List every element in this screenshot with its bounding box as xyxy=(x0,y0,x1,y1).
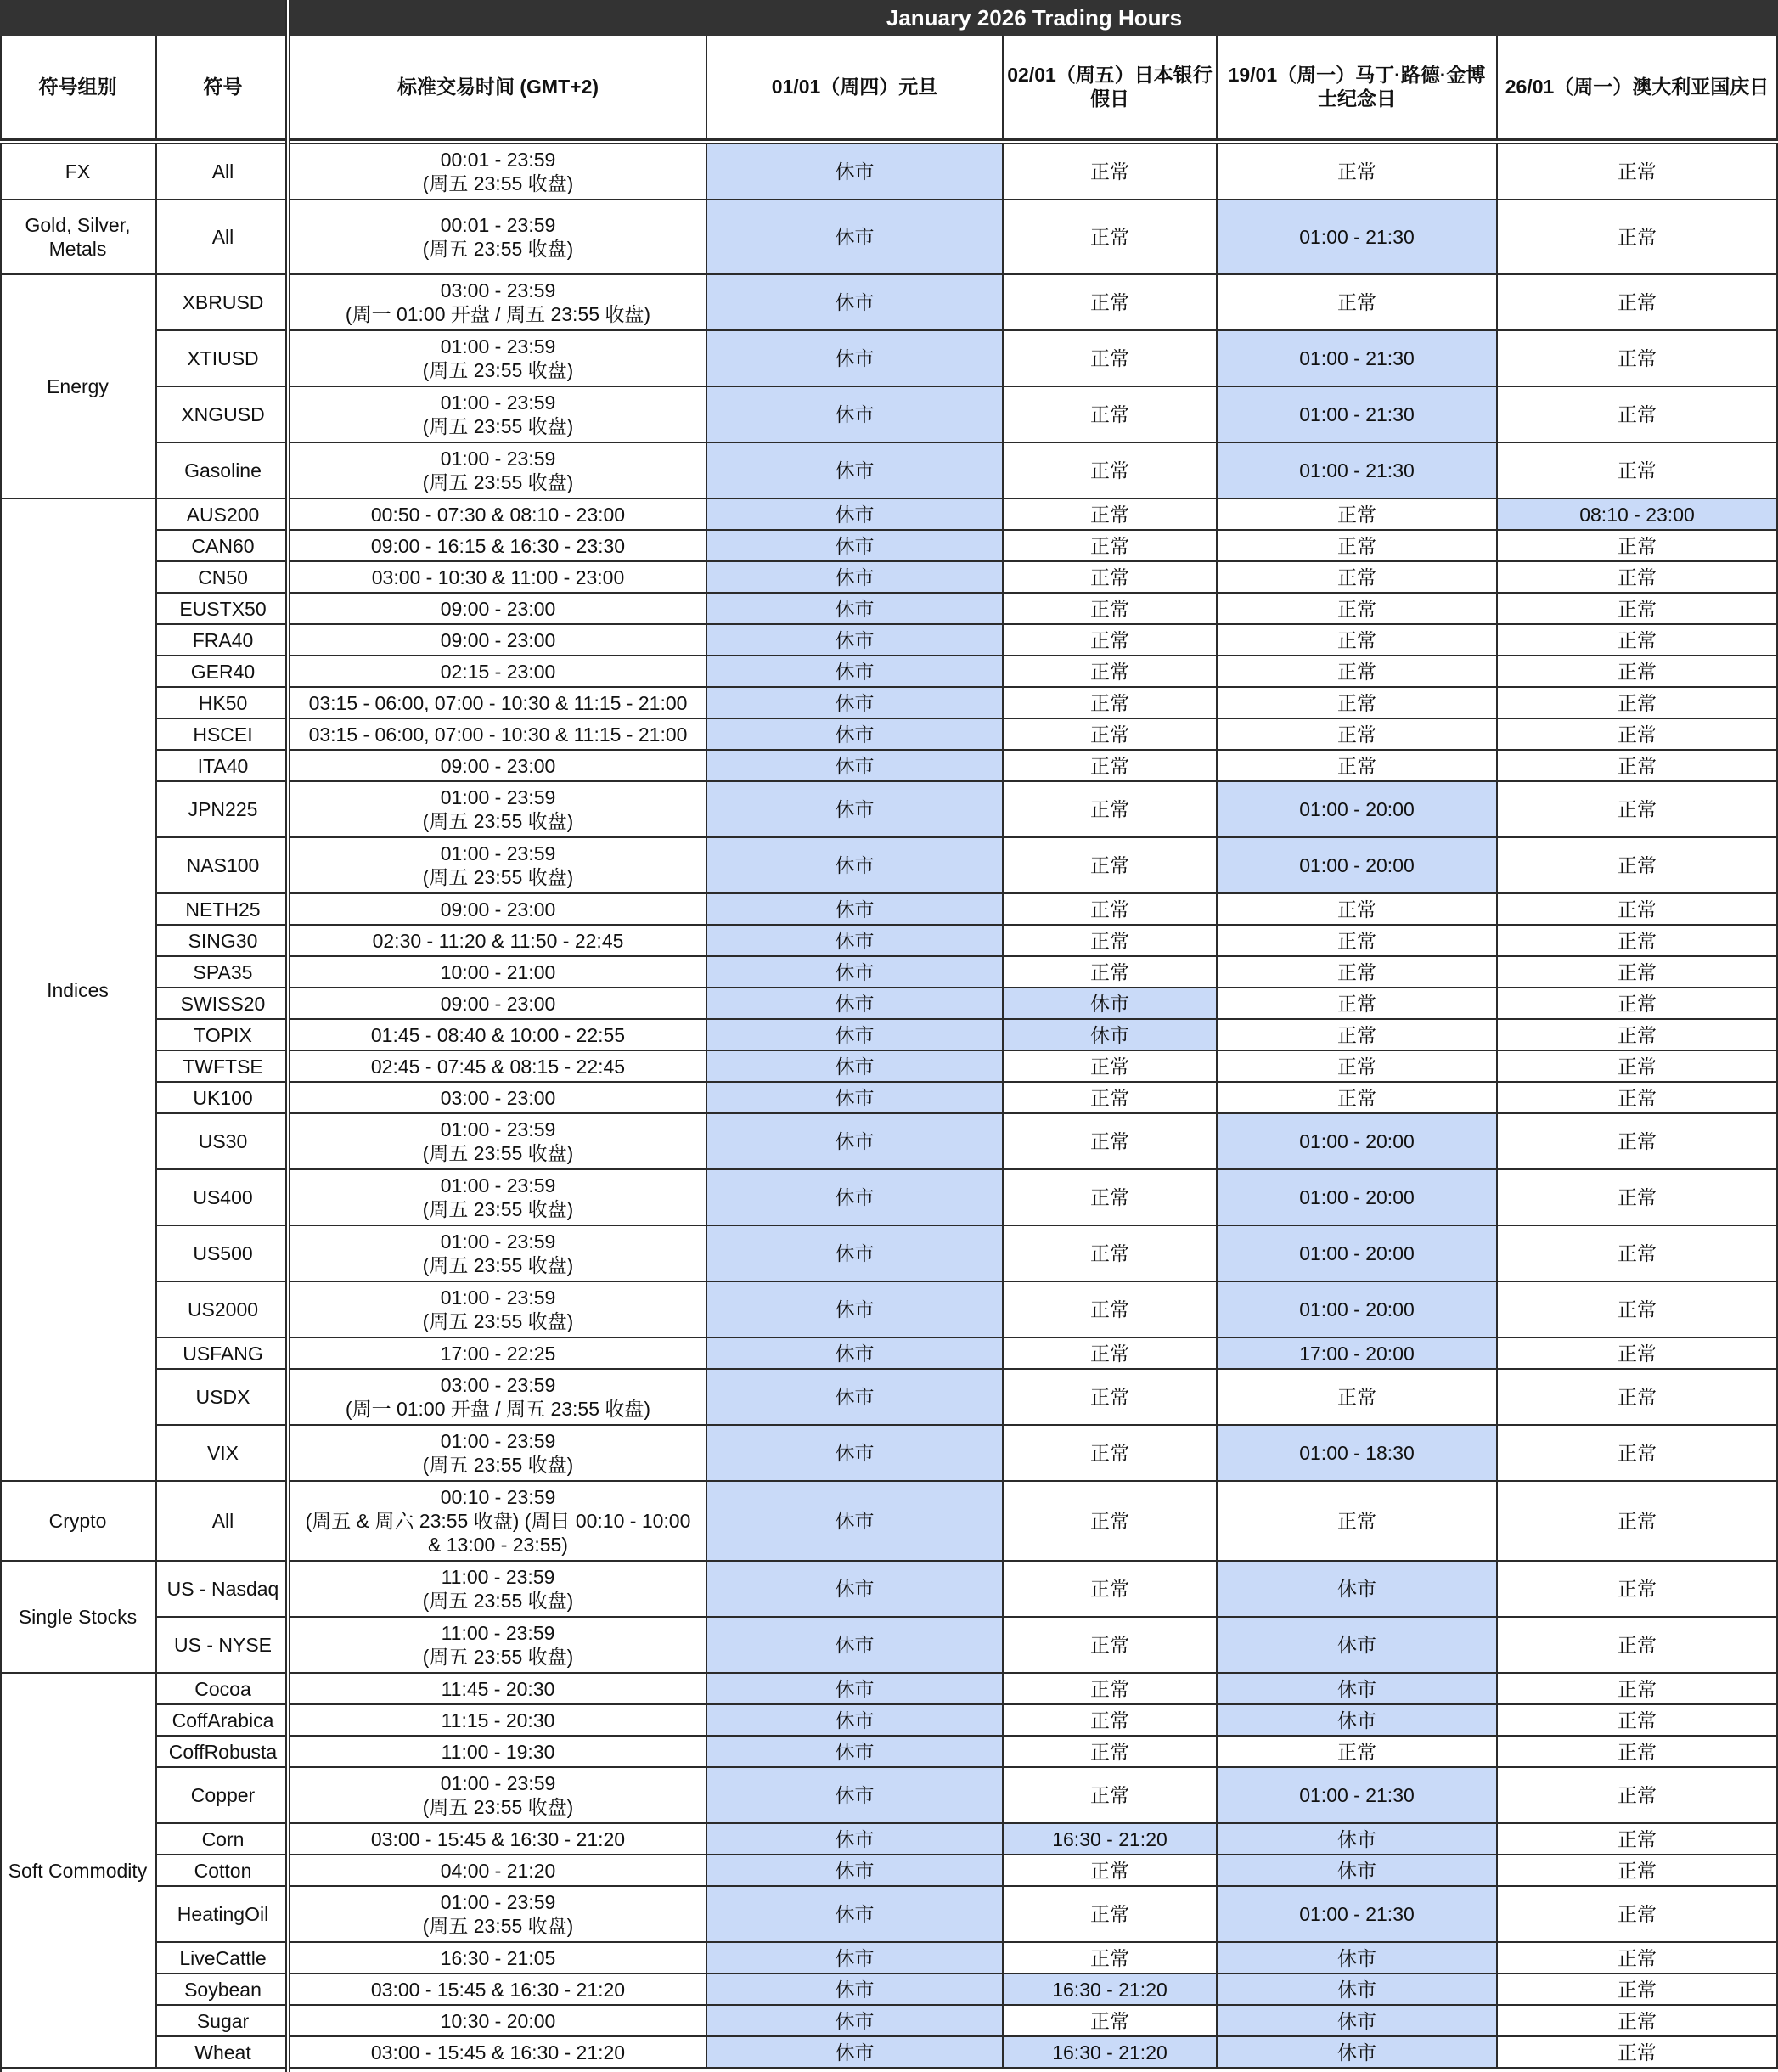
standard-hours-cell: 02:15 - 23:00 xyxy=(290,656,707,688)
standard-hours-cell: 01:00 - 23:59 (周五 23:55 收盘) xyxy=(290,782,707,838)
standard-hours-cell: 03:15 - 06:00, 07:00 - 10:30 & 11:15 - 21:00 xyxy=(290,688,707,719)
holiday-hours-cell: 正常 xyxy=(1498,594,1778,625)
symbol-group-cell: FX xyxy=(0,144,157,200)
holiday-hours-cell: 休市 xyxy=(707,1855,1004,1887)
holiday-hours-cell: 正常 xyxy=(1218,988,1498,1020)
holiday-hours-cell: 休市 xyxy=(1218,2037,1498,2069)
holiday-hours-cell: 休市 xyxy=(707,1282,1004,1338)
holiday-hours-cell: 休市 xyxy=(707,1768,1004,1824)
holiday-hours-cell: 正常 xyxy=(1218,1083,1498,1114)
holiday-hours-cell: 01:00 - 20:00 xyxy=(1218,1226,1498,1282)
holiday-hours-cell: 正常 xyxy=(1004,1943,1218,1974)
holiday-hours-cell: 休市 xyxy=(707,1370,1004,1426)
holiday-hours-cell: 正常 xyxy=(1004,1887,1218,1943)
holiday-hours-cell: 01:00 - 18:30 xyxy=(1218,1426,1498,1482)
standard-hours-cell: 11:15 - 20:30 xyxy=(290,1705,707,1737)
holiday-hours-cell: 01:00 - 20:00 xyxy=(1218,838,1498,894)
symbol-cell: US400 xyxy=(157,1170,290,1226)
holiday-hours-cell: 休市 xyxy=(707,1824,1004,1855)
symbol-cell: ITA40 xyxy=(157,751,290,782)
holiday-hours-cell: 01:00 - 20:00 xyxy=(1218,1282,1498,1338)
holiday-hours-cell: 16:30 - 21:20 xyxy=(1004,1974,1218,2006)
holiday-hours-cell: 休市 xyxy=(707,531,1004,562)
symbol-group-cell: Single Stocks xyxy=(0,1562,157,1674)
holiday-hours-cell: 休市 xyxy=(707,1562,1004,1618)
holiday-hours-cell: 正常 xyxy=(1218,656,1498,688)
holiday-hours-cell: 休市 xyxy=(707,1737,1004,1768)
holiday-hours-cell: 正常 xyxy=(1498,1943,1778,1974)
standard-hours-cell: 11:45 - 20:30 xyxy=(290,1674,707,1705)
holiday-hours-cell: 正常 xyxy=(1004,1562,1218,1618)
holiday-hours-cell: 正常 xyxy=(1498,1674,1778,1705)
holiday-hours-cell: 休市 xyxy=(707,782,1004,838)
standard-hours-cell: 09:00 - 23:00 xyxy=(290,594,707,625)
holiday-hours-cell: 01:00 - 21:30 xyxy=(1218,331,1498,387)
standard-hours-cell: 17:00 - 22:25 xyxy=(290,1338,707,1370)
holiday-hours-cell: 正常 xyxy=(1498,1855,1778,1887)
holiday-hours-cell: 正常 xyxy=(1004,562,1218,594)
holiday-hours-cell: 休市 xyxy=(707,957,1004,988)
holiday-hours-cell: 17:00 - 20:00 xyxy=(1218,1338,1498,1370)
holiday-hours-cell: 休市 xyxy=(707,1705,1004,1737)
holiday-hours-cell: 正常 xyxy=(1004,838,1218,894)
symbol-cell: Cocoa xyxy=(157,1674,290,1705)
holiday-hours-cell: 休市 xyxy=(707,387,1004,443)
symbol-cell: VIX xyxy=(157,1426,290,1482)
symbol-cell: AUS200 xyxy=(157,499,290,531)
standard-hours-cell: 03:15 - 06:00, 07:00 - 10:30 & 11:15 - 21:00 xyxy=(290,719,707,751)
standard-hours-cell: 10:00 - 21:00 xyxy=(290,957,707,988)
symbol-cell: JPN225 xyxy=(157,782,290,838)
symbol-cell: TOPIX xyxy=(157,1020,290,1051)
holiday-hours-cell: 休市 xyxy=(707,562,1004,594)
holiday-hours-cell: 正常 xyxy=(1498,1768,1778,1824)
symbol-cell: HSCEI xyxy=(157,719,290,751)
holiday-hours-cell: 休市 xyxy=(1218,1943,1498,1974)
symbol-group-cell: Crypto xyxy=(0,1482,157,1562)
symbol-cell: All xyxy=(157,144,290,200)
holiday-hours-cell: 正常 xyxy=(1498,1051,1778,1083)
holiday-hours-cell: 休市 xyxy=(707,1943,1004,1974)
symbol-cell: USFANG xyxy=(157,1338,290,1370)
holiday-hours-cell: 正常 xyxy=(1004,1737,1218,1768)
holiday-hours-cell: 休市 xyxy=(707,443,1004,499)
standard-hours-cell: 11:00 - 23:59 (周五 23:55 收盘) xyxy=(290,1618,707,1674)
holiday-hours-cell: 正常 xyxy=(1218,144,1498,200)
holiday-hours-cell: 正常 xyxy=(1498,1020,1778,1051)
holiday-hours-cell: 正常 xyxy=(1218,594,1498,625)
symbol-group-cell: Gold, Silver, Metals xyxy=(0,200,157,275)
symbol-group-cell: Soft Commodity xyxy=(0,1674,157,2069)
holiday-hours-cell: 正常 xyxy=(1218,1020,1498,1051)
holiday-hours-cell: 正常 xyxy=(1498,1482,1778,1562)
holiday-hours-cell: 休市 xyxy=(707,988,1004,1020)
holiday-hours-cell: 休市 xyxy=(1218,1855,1498,1887)
holiday-hours-cell: 01:00 - 21:30 xyxy=(1218,200,1498,275)
holiday-hours-cell: 正常 xyxy=(1218,926,1498,957)
holiday-hours-cell: 正常 xyxy=(1004,2006,1218,2037)
symbol-cell: CoffArabica xyxy=(157,1705,290,1737)
holiday-hours-cell: 01:00 - 21:30 xyxy=(1218,387,1498,443)
symbol-cell: EUSTX50 xyxy=(157,594,290,625)
standard-hours-cell: 03:00 - 10:30 & 11:00 - 23:00 xyxy=(290,562,707,594)
holiday-hours-cell: 正常 xyxy=(1498,1737,1778,1768)
holiday-hours-cell: 正常 xyxy=(1218,625,1498,656)
symbol-group-cell: Indices xyxy=(0,499,157,1482)
symbol-cell: UK100 xyxy=(157,1083,290,1114)
holiday-hours-cell: 正常 xyxy=(1218,894,1498,926)
holiday-hours-cell: 正常 xyxy=(1498,1226,1778,1282)
standard-hours-cell: 01:00 - 23:59 (周五 23:55 收盘) xyxy=(290,838,707,894)
holiday-hours-cell: 正常 xyxy=(1218,957,1498,988)
holiday-hours-cell: 休市 xyxy=(707,1170,1004,1226)
holiday-hours-cell: 正常 xyxy=(1498,656,1778,688)
holiday-hours-cell: 休市 xyxy=(707,894,1004,926)
holiday-hours-cell: 正常 xyxy=(1004,144,1218,200)
holiday-hours-cell: 正常 xyxy=(1218,1051,1498,1083)
holiday-hours-cell: 休市 xyxy=(707,144,1004,200)
holiday-hours-cell: 休市 xyxy=(707,688,1004,719)
symbol-cell: XTIUSD xyxy=(157,331,290,387)
holiday-hours-cell: 正常 xyxy=(1004,443,1218,499)
symbol-cell: US30 xyxy=(157,1114,290,1170)
holiday-hours-cell: 正常 xyxy=(1004,1114,1218,1170)
holiday-hours-cell: 休市 xyxy=(707,2037,1004,2069)
symbol-cell: CN50 xyxy=(157,562,290,594)
holiday-hours-cell: 正常 xyxy=(1004,926,1218,957)
header-jan01: 01/01（周四）元旦 xyxy=(707,36,1004,139)
symbol-cell: Corn xyxy=(157,1824,290,1855)
holiday-hours-cell: 休市 xyxy=(1218,1618,1498,1674)
standard-hours-cell: 00:10 - 23:59 (周五 & 周六 23:55 收盘) (周日 00:10 - 10:00 & 13:00 - 23:55) xyxy=(290,1482,707,1562)
standard-hours-cell: 09:00 - 16:15 & 16:30 - 23:30 xyxy=(290,531,707,562)
holiday-hours-cell: 16:30 - 21:20 xyxy=(1004,1824,1218,1855)
holiday-hours-cell: 正常 xyxy=(1498,1426,1778,1482)
symbol-cell: SPA35 xyxy=(157,957,290,988)
column-divider xyxy=(285,0,290,2072)
holiday-hours-cell: 休市 xyxy=(707,499,1004,531)
symbol-cell: US2000 xyxy=(157,1282,290,1338)
holiday-hours-cell: 正常 xyxy=(1498,1562,1778,1618)
standard-hours-cell: 01:00 - 23:59 (周五 23:55 收盘) xyxy=(290,1282,707,1338)
standard-hours-cell: 00:01 - 23:59 (周五 23:55 收盘) xyxy=(290,200,707,275)
holiday-hours-cell: 正常 xyxy=(1004,957,1218,988)
standard-hours-cell: 11:00 - 23:59 (周五 23:55 收盘) xyxy=(290,1562,707,1618)
standard-hours-cell: 01:00 - 23:59 (周五 23:55 收盘) xyxy=(290,387,707,443)
standard-hours-cell: 09:00 - 23:00 xyxy=(290,625,707,656)
holiday-hours-cell: 正常 xyxy=(1498,926,1778,957)
holiday-hours-cell: 正常 xyxy=(1498,275,1778,331)
standard-hours-cell: 01:00 - 23:59 (周五 23:55 收盘) xyxy=(290,443,707,499)
holiday-hours-cell: 正常 xyxy=(1218,499,1498,531)
standard-hours-cell: 03:00 - 15:45 & 16:30 - 21:20 xyxy=(290,1974,707,2006)
header-jan26: 26/01（周一）澳大利亚国庆日 xyxy=(1498,36,1778,139)
symbol-cell: CoffRobusta xyxy=(157,1737,290,1768)
standard-hours-cell: 03:00 - 15:45 & 16:30 - 21:20 xyxy=(290,1824,707,1855)
symbol-cell: Cotton xyxy=(157,1855,290,1887)
holiday-hours-cell: 休市 xyxy=(707,1226,1004,1282)
holiday-hours-cell: 正常 xyxy=(1004,719,1218,751)
header-jan19: 19/01（周一）马丁·路德·金博士纪念日 xyxy=(1218,36,1498,139)
holiday-hours-cell: 正常 xyxy=(1498,1618,1778,1674)
holiday-hours-cell: 休市 xyxy=(707,719,1004,751)
holiday-hours-cell: 正常 xyxy=(1218,562,1498,594)
holiday-hours-cell: 正常 xyxy=(1498,719,1778,751)
symbol-cell: HeatingOil xyxy=(157,1887,290,1943)
standard-hours-cell: 03:00 - 15:45 & 16:30 - 21:20 xyxy=(290,2037,707,2069)
holiday-hours-cell: 正常 xyxy=(1498,200,1778,275)
symbol-cell: TWFTSE xyxy=(157,1051,290,1083)
holiday-hours-cell: 正常 xyxy=(1004,1170,1218,1226)
standard-hours-cell: 04:00 - 21:20 xyxy=(290,1855,707,1887)
holiday-hours-cell: 正常 xyxy=(1498,531,1778,562)
holiday-hours-cell: 正常 xyxy=(1004,1855,1218,1887)
holiday-hours-cell: 休市 xyxy=(707,1338,1004,1370)
standard-hours-cell: 02:45 - 07:45 & 08:15 - 22:45 xyxy=(290,1051,707,1083)
header-jan02: 02/01（周五）日本银行假日 xyxy=(1004,36,1218,139)
holiday-hours-cell: 休市 xyxy=(707,200,1004,275)
holiday-hours-cell: 正常 xyxy=(1004,331,1218,387)
table-title: January 2026 Trading Hours xyxy=(290,0,1778,36)
holiday-hours-cell: 正常 xyxy=(1004,1338,1218,1370)
symbol-cell: US - Nasdaq xyxy=(157,1562,290,1618)
holiday-hours-cell: 休市 xyxy=(1004,988,1218,1020)
standard-hours-cell: 00:01 - 23:59 (周五 23:55 收盘) xyxy=(290,144,707,200)
holiday-hours-cell: 正常 xyxy=(1498,957,1778,988)
holiday-hours-cell: 正常 xyxy=(1498,625,1778,656)
holiday-hours-cell: 休市 xyxy=(707,625,1004,656)
holiday-hours-cell: 正常 xyxy=(1004,894,1218,926)
holiday-hours-cell: 正常 xyxy=(1004,625,1218,656)
holiday-hours-cell: 休市 xyxy=(707,838,1004,894)
holiday-hours-cell: 01:00 - 20:00 xyxy=(1218,1114,1498,1170)
holiday-hours-cell: 正常 xyxy=(1498,2037,1778,2069)
header-symbol-group: 符号组别 xyxy=(0,36,157,139)
symbol-cell: XNGUSD xyxy=(157,387,290,443)
holiday-hours-cell: 正常 xyxy=(1498,562,1778,594)
symbol-cell: HK50 xyxy=(157,688,290,719)
holiday-hours-cell: 正常 xyxy=(1004,594,1218,625)
holiday-hours-cell: 正常 xyxy=(1004,751,1218,782)
symbol-cell: US500 xyxy=(157,1226,290,1282)
symbol-cell: Gasoline xyxy=(157,443,290,499)
holiday-hours-cell: 休市 xyxy=(707,656,1004,688)
holiday-hours-cell: 休市 xyxy=(1218,1562,1498,1618)
holiday-hours-cell: 正常 xyxy=(1004,275,1218,331)
standard-hours-cell: 11:00 - 19:30 xyxy=(290,1737,707,1768)
symbol-cell: CAN60 xyxy=(157,531,290,562)
holiday-hours-cell: 正常 xyxy=(1004,1370,1218,1426)
holiday-hours-cell: 休市 xyxy=(707,594,1004,625)
holiday-hours-cell: 休市 xyxy=(707,1426,1004,1482)
holiday-hours-cell: 正常 xyxy=(1498,688,1778,719)
holiday-hours-cell: 休市 xyxy=(707,1482,1004,1562)
holiday-hours-cell: 16:30 - 21:20 xyxy=(1004,2037,1218,2069)
holiday-hours-cell: 正常 xyxy=(1004,782,1218,838)
holiday-hours-cell: 正常 xyxy=(1498,838,1778,894)
holiday-hours-cell: 休市 xyxy=(707,331,1004,387)
standard-hours-cell: 01:00 - 23:59 (周五 23:55 收盘) xyxy=(290,1170,707,1226)
holiday-hours-cell: 正常 xyxy=(1218,1370,1498,1426)
symbol-cell: All xyxy=(157,1482,290,1562)
holiday-hours-cell: 正常 xyxy=(1218,1737,1498,1768)
holiday-hours-cell: 休市 xyxy=(707,1114,1004,1170)
holiday-hours-cell: 正常 xyxy=(1218,719,1498,751)
holiday-hours-cell: 正常 xyxy=(1004,1226,1218,1282)
standard-hours-cell: 10:30 - 20:00 xyxy=(290,2006,707,2037)
standard-hours-cell: 03:00 - 23:00 xyxy=(290,1083,707,1114)
symbol-cell: Copper xyxy=(157,1768,290,1824)
standard-hours-cell: 09:00 - 23:00 xyxy=(290,988,707,1020)
standard-hours-cell: 01:00 - 23:59 (周五 23:55 收盘) xyxy=(290,1887,707,1943)
holiday-hours-cell: 休市 xyxy=(707,1020,1004,1051)
symbol-cell: SWISS20 xyxy=(157,988,290,1020)
holiday-hours-cell: 正常 xyxy=(1004,499,1218,531)
standard-hours-cell: 01:00 - 23:59 (周五 23:55 收盘) xyxy=(290,1114,707,1170)
symbol-cell: LiveCattle xyxy=(157,1943,290,1974)
holiday-hours-cell: 正常 xyxy=(1218,1482,1498,1562)
holiday-hours-cell: 休市 xyxy=(707,2006,1004,2037)
holiday-hours-cell: 正常 xyxy=(1004,1426,1218,1482)
holiday-hours-cell: 正常 xyxy=(1004,1051,1218,1083)
holiday-hours-cell: 01:00 - 21:30 xyxy=(1218,1768,1498,1824)
holiday-hours-cell: 正常 xyxy=(1218,751,1498,782)
holiday-hours-cell: 休市 xyxy=(707,751,1004,782)
holiday-hours-cell: 正常 xyxy=(1498,782,1778,838)
holiday-hours-cell: 正常 xyxy=(1498,1114,1778,1170)
holiday-hours-cell: 正常 xyxy=(1498,751,1778,782)
standard-hours-cell: 16:30 - 21:05 xyxy=(290,1943,707,1974)
holiday-hours-cell: 正常 xyxy=(1004,1282,1218,1338)
holiday-hours-cell: 休市 xyxy=(1218,1674,1498,1705)
holiday-hours-cell: 正常 xyxy=(1498,1338,1778,1370)
standard-hours-cell: 01:00 - 23:59 (周五 23:55 收盘) xyxy=(290,1426,707,1482)
holiday-hours-cell: 正常 xyxy=(1498,144,1778,200)
holiday-hours-cell: 正常 xyxy=(1004,1618,1218,1674)
holiday-hours-cell: 正常 xyxy=(1498,1887,1778,1943)
holiday-hours-cell: 01:00 - 20:00 xyxy=(1218,1170,1498,1226)
holiday-hours-cell: 正常 xyxy=(1498,1170,1778,1226)
symbol-cell: All xyxy=(157,200,290,275)
symbol-cell: SING30 xyxy=(157,926,290,957)
holiday-hours-cell: 休市 xyxy=(707,1618,1004,1674)
standard-hours-cell: 01:00 - 23:59 (周五 23:55 收盘) xyxy=(290,331,707,387)
standard-hours-cell: 03:00 - 23:59 (周一 01:00 开盘 / 周五 23:55 收盘) xyxy=(290,275,707,331)
holiday-hours-cell: 01:00 - 21:30 xyxy=(1218,1887,1498,1943)
symbol-cell: Sugar xyxy=(157,2006,290,2037)
symbol-cell: FRA40 xyxy=(157,625,290,656)
standard-hours-cell: 02:30 - 11:20 & 11:50 - 22:45 xyxy=(290,926,707,957)
holiday-hours-cell: 正常 xyxy=(1498,1974,1778,2006)
symbol-cell: USDX xyxy=(157,1370,290,1426)
holiday-hours-cell: 正常 xyxy=(1498,1083,1778,1114)
standard-hours-cell: 03:00 - 23:59 (周一 01:00 开盘 / 周五 23:55 收盘) xyxy=(290,1370,707,1426)
holiday-hours-cell: 休市 xyxy=(1218,1705,1498,1737)
holiday-hours-cell: 正常 xyxy=(1498,331,1778,387)
holiday-hours-cell: 正常 xyxy=(1498,1824,1778,1855)
standard-hours-cell: 01:45 - 08:40 & 10:00 - 22:55 xyxy=(290,1020,707,1051)
holiday-hours-cell: 正常 xyxy=(1498,1370,1778,1426)
symbol-cell: Wheat xyxy=(157,2037,290,2069)
holiday-hours-cell: 正常 xyxy=(1218,688,1498,719)
holiday-hours-cell: 正常 xyxy=(1004,1482,1218,1562)
holiday-hours-cell: 正常 xyxy=(1004,1768,1218,1824)
holiday-hours-cell: 正常 xyxy=(1004,688,1218,719)
holiday-hours-cell: 休市 xyxy=(707,1051,1004,1083)
holiday-hours-cell: 休市 xyxy=(707,275,1004,331)
symbol-cell: XBRUSD xyxy=(157,275,290,331)
holiday-hours-cell: 正常 xyxy=(1004,1083,1218,1114)
holiday-hours-cell: 休市 xyxy=(707,1887,1004,1943)
holiday-hours-cell: 正常 xyxy=(1218,275,1498,331)
holiday-hours-cell: 正常 xyxy=(1004,200,1218,275)
holiday-hours-cell: 休市 xyxy=(1004,1020,1218,1051)
holiday-hours-cell: 正常 xyxy=(1498,988,1778,1020)
symbol-group-cell: Energy xyxy=(0,275,157,499)
symbol-cell: GER40 xyxy=(157,656,290,688)
holiday-hours-cell: 正常 xyxy=(1004,387,1218,443)
holiday-hours-cell: 正常 xyxy=(1498,443,1778,499)
holiday-hours-cell: 01:00 - 21:30 xyxy=(1218,443,1498,499)
standard-hours-cell: 09:00 - 23:00 xyxy=(290,751,707,782)
holiday-hours-cell: 正常 xyxy=(1004,1674,1218,1705)
holiday-hours-cell: 正常 xyxy=(1498,387,1778,443)
header-symbol: 符号 xyxy=(157,36,290,139)
symbol-cell: NAS100 xyxy=(157,838,290,894)
holiday-hours-cell: 休市 xyxy=(707,926,1004,957)
holiday-hours-cell: 休市 xyxy=(1218,2006,1498,2037)
symbol-cell: US - NYSE xyxy=(157,1618,290,1674)
holiday-hours-cell: 08:10 - 23:00 xyxy=(1498,499,1778,531)
holiday-hours-cell: 正常 xyxy=(1218,531,1498,562)
holiday-hours-cell: 休市 xyxy=(707,1083,1004,1114)
holiday-hours-cell: 休市 xyxy=(1218,1974,1498,2006)
symbol-cell: Soybean xyxy=(157,1974,290,2006)
holiday-hours-cell: 正常 xyxy=(1498,894,1778,926)
header-corner-blank xyxy=(0,0,285,36)
holiday-hours-cell: 正常 xyxy=(1498,1282,1778,1338)
holiday-hours-cell: 正常 xyxy=(1498,1705,1778,1737)
holiday-hours-cell: 正常 xyxy=(1004,1705,1218,1737)
header-standard-hours: 标准交易时间 (GMT+2) xyxy=(290,36,707,139)
standard-hours-cell: 01:00 - 23:59 (周五 23:55 收盘) xyxy=(290,1226,707,1282)
holiday-hours-cell: 正常 xyxy=(1004,656,1218,688)
holiday-hours-cell: 休市 xyxy=(707,1974,1004,2006)
holiday-hours-cell: 正常 xyxy=(1498,2006,1778,2037)
standard-hours-cell: 00:50 - 07:30 & 08:10 - 23:00 xyxy=(290,499,707,531)
holiday-hours-cell: 正常 xyxy=(1004,531,1218,562)
standard-hours-cell: 01:00 - 23:59 (周五 23:55 收盘) xyxy=(290,1768,707,1824)
holiday-hours-cell: 01:00 - 20:00 xyxy=(1218,782,1498,838)
standard-hours-cell: 09:00 - 23:00 xyxy=(290,894,707,926)
symbol-cell: NETH25 xyxy=(157,894,290,926)
holiday-hours-cell: 休市 xyxy=(1218,1824,1498,1855)
holiday-hours-cell: 休市 xyxy=(707,1674,1004,1705)
